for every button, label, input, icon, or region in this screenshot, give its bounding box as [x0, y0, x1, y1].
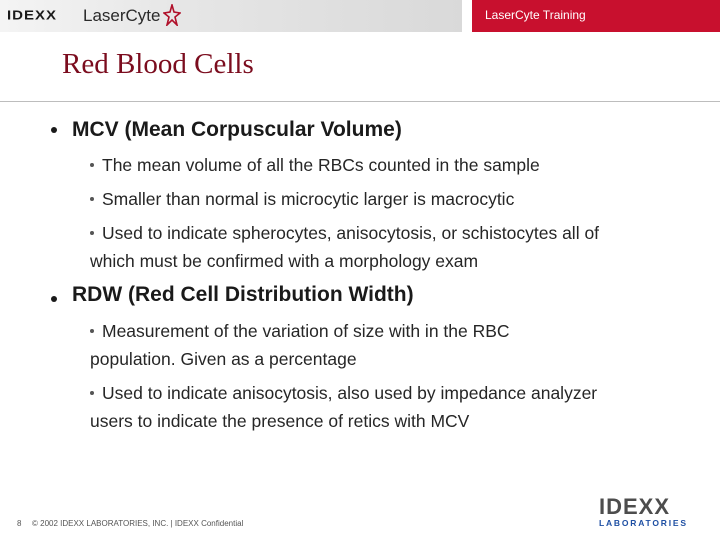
header-logo-band [0, 0, 462, 32]
list-item-text: Used to indicate spherocytes, anisocytosis, or schistocytes all of which must be confirmed with a morphology exam [90, 223, 600, 271]
bullet-dot-icon [90, 329, 94, 333]
list-item-text: Used to indicate anisocytosis, also used by impedance analyzer users to indicate the presence of retics with MCV [90, 383, 598, 431]
bullet-dot-icon [90, 391, 94, 395]
idexx-laboratories-label: LABORATORIES [599, 518, 688, 528]
idexx-footer-logo: IDEXX [599, 494, 671, 519]
title-divider [0, 101, 720, 102]
slide-title: Red Blood Cells [62, 48, 254, 80]
section-heading-mcv: MCV (Mean Corpuscular Volume) [72, 118, 402, 141]
idexx-header-logo: IDEXX [7, 8, 58, 23]
bullet-dot-icon [51, 296, 57, 302]
slide-header [0, 0, 720, 32]
bullet-dot-icon [90, 197, 94, 201]
copyright-text: © 2002 IDEXX LABORATORIES, INC. | IDEXX Confidential [32, 519, 244, 528]
list-item-text: Measurement of the variation of size with in the RBC population. Given as a percentage [90, 321, 510, 369]
list-item-text: The mean volume of all the RBCs counted in the sample [102, 155, 540, 175]
list-item-text: Smaller than normal is microcytic larger is macrocytic [102, 189, 515, 209]
training-title: LaserCyte Training [485, 8, 586, 22]
lasercyte-star-icon [163, 4, 181, 26]
section-heading-rdw: RDW (Red Cell Distribution Width) [72, 283, 414, 306]
bullet-dot-icon [51, 127, 57, 133]
bullet-dot-icon [90, 231, 94, 235]
page-number: 8 [17, 519, 22, 528]
list-item [90, 317, 570, 373]
bullet-dot-icon [90, 163, 94, 167]
list-item [90, 185, 650, 213]
header-title-band [472, 0, 720, 32]
list-item [90, 379, 620, 435]
list-item [90, 219, 625, 275]
lasercyte-logo: LaserCyte [83, 6, 161, 25]
list-item [90, 151, 650, 179]
